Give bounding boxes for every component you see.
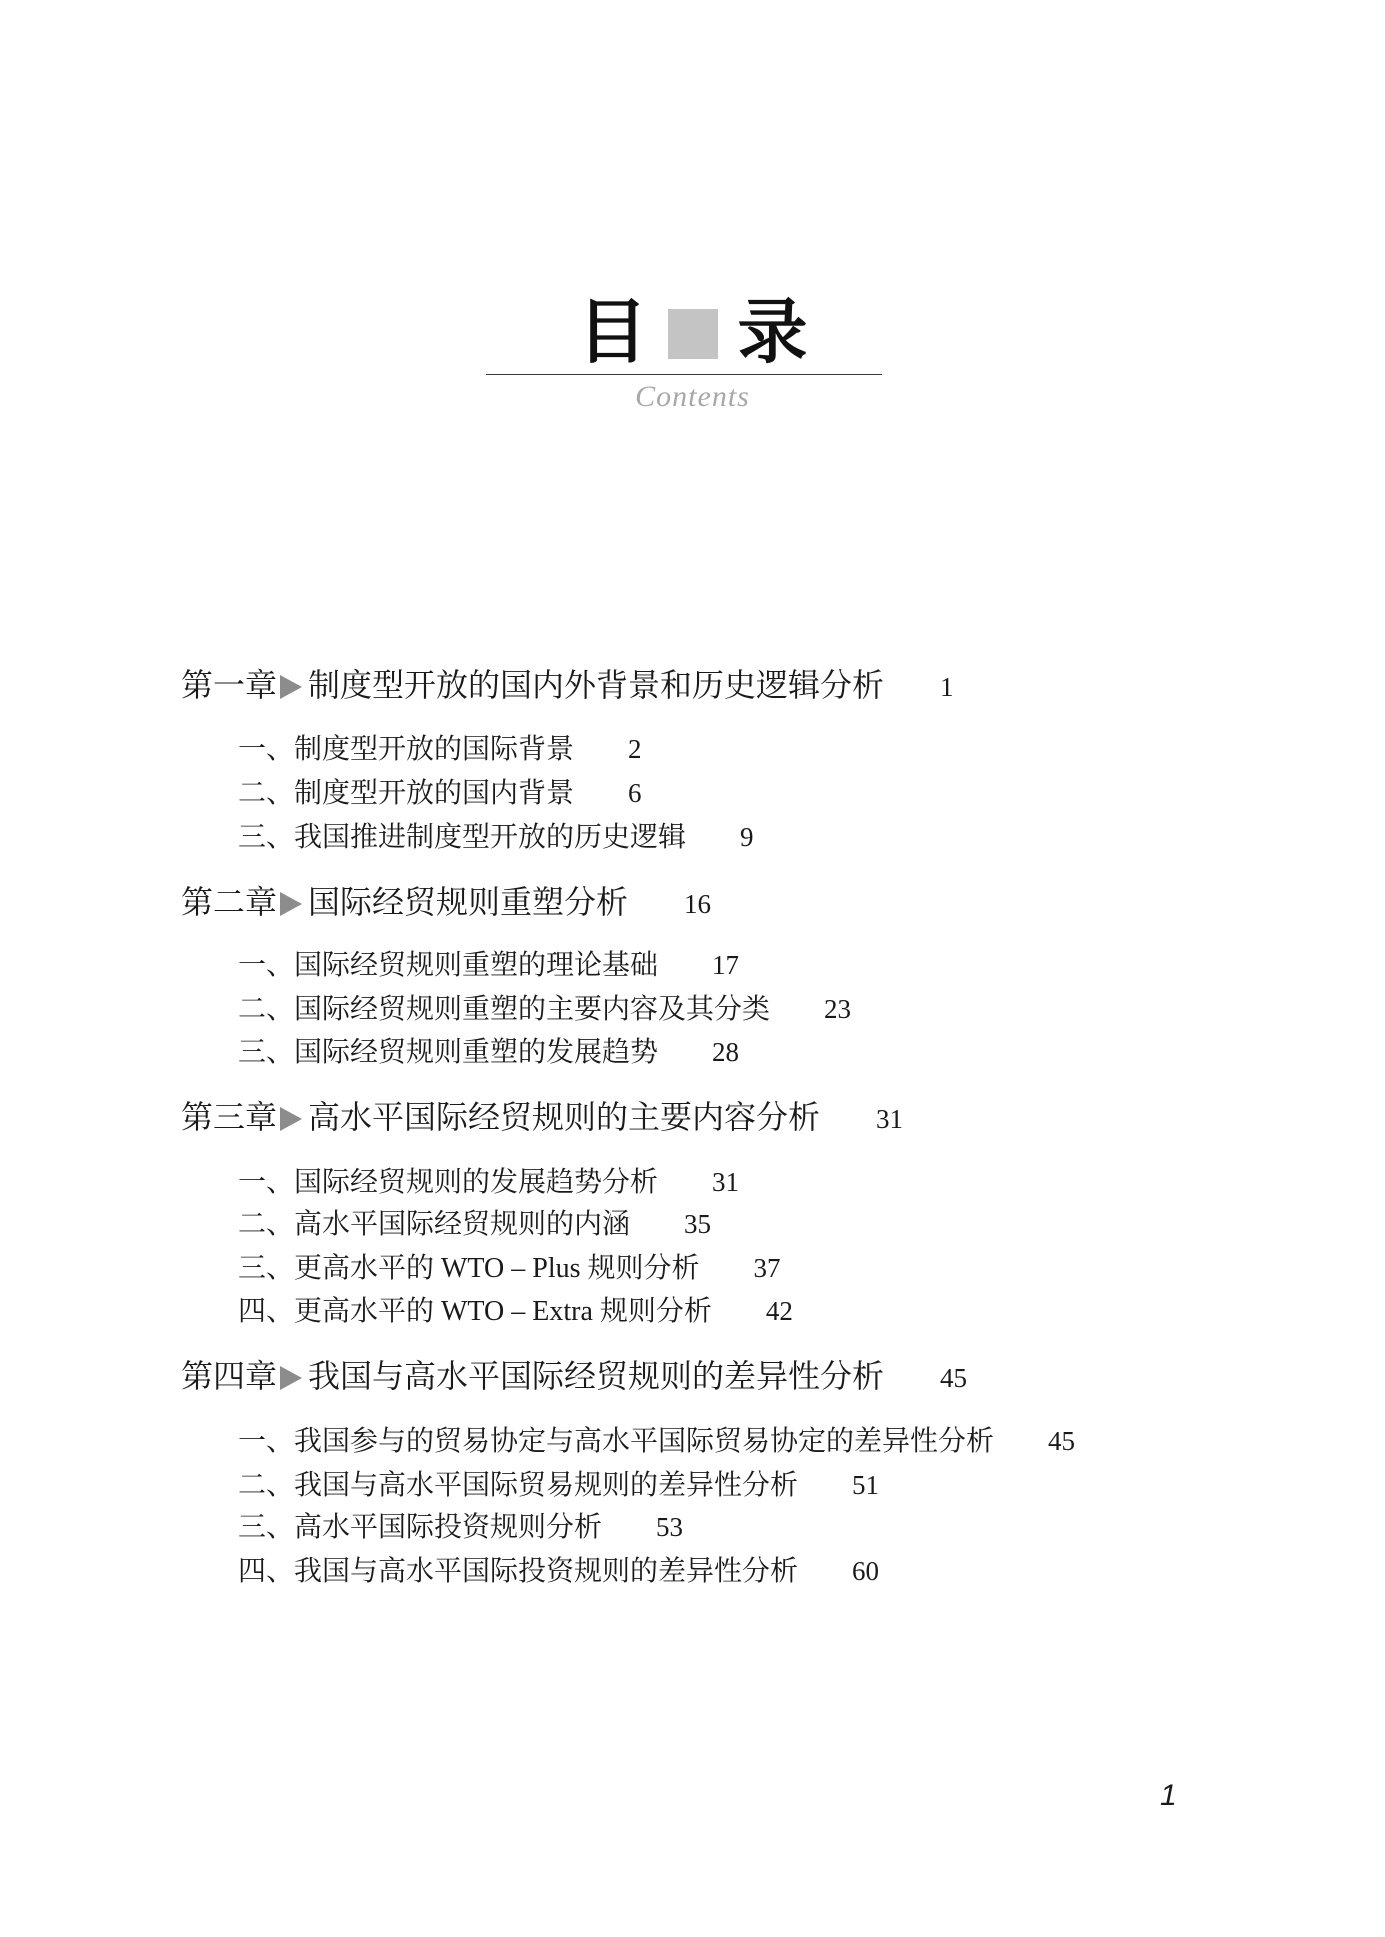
chapter-label: 第二章 — [181, 884, 278, 920]
chapter-label: 第一章 — [181, 667, 278, 703]
section-title: 二、国际经贸规则重塑的主要内容及其分类 — [238, 994, 771, 1025]
toc-section — [238, 992, 851, 1026]
triangle-right-icon — [280, 1107, 302, 1131]
section-page-number: 31 — [712, 1167, 740, 1197]
toc-chapter-1 — [181, 665, 954, 705]
section-page-number: 35 — [684, 1209, 712, 1239]
section-title: 二、制度型开放的国内背景 — [238, 778, 575, 809]
toc-chapter-4 — [181, 1356, 967, 1396]
toc-chapter-3 — [181, 1097, 903, 1137]
section-page-number: 37 — [753, 1253, 781, 1283]
triangle-right-icon — [280, 892, 302, 916]
section-page-number: 51 — [852, 1470, 880, 1500]
toc-section — [238, 948, 739, 982]
chapter-page-number: 16 — [684, 889, 712, 919]
page-title — [0, 292, 1385, 376]
triangle-right-icon — [280, 675, 302, 699]
section-title: 二、我国与高水平国际贸易规则的差异性分析 — [238, 1470, 799, 1501]
section-title: 一、国际经贸规则重塑的理论基础 — [238, 950, 659, 981]
section-page-number: 17 — [712, 950, 740, 980]
title-char-lu: 录 — [737, 295, 808, 372]
chapter-label: 第三章 — [181, 1099, 278, 1135]
section-title: 四、更高水平的 WTO – Extra 规则分析 — [238, 1296, 712, 1327]
section-title: 二、高水平国际经贸规则的内涵 — [238, 1209, 631, 1240]
section-title: 一、我国参与的贸易协定与高水平国际贸易协定的差异性分析 — [238, 1426, 995, 1457]
toc-section — [238, 1424, 1075, 1458]
toc-section — [238, 1251, 781, 1285]
chapter-title: 高水平国际经贸规则的主要内容分析 — [308, 1099, 821, 1135]
toc-section — [238, 1207, 711, 1241]
toc-section — [238, 1294, 793, 1328]
section-title: 四、我国与高水平国际投资规则的差异性分析 — [238, 1556, 799, 1587]
toc-section — [238, 1554, 879, 1588]
chapter-label: 第四章 — [181, 1358, 278, 1394]
section-title: 一、国际经贸规则的发展趋势分析 — [238, 1167, 659, 1198]
triangle-right-icon — [280, 1366, 302, 1390]
title-char-mu: 目 — [577, 295, 648, 372]
chapter-page-number: 45 — [940, 1363, 968, 1393]
section-page-number: 9 — [740, 822, 754, 852]
title-divider — [486, 374, 882, 375]
section-page-number: 28 — [712, 1037, 740, 1067]
section-page-number: 53 — [656, 1512, 684, 1542]
section-page-number: 23 — [824, 994, 852, 1024]
section-page-number: 60 — [852, 1556, 880, 1586]
toc-section — [238, 1468, 879, 1502]
chapter-page-number: 1 — [940, 672, 954, 702]
toc-section — [238, 820, 754, 854]
section-page-number: 45 — [1048, 1426, 1076, 1456]
section-title: 三、更高水平的 WTO – Plus 规则分析 — [238, 1253, 700, 1284]
chapter-title: 制度型开放的国内外背景和历史逻辑分析 — [308, 667, 885, 703]
chapter-title: 国际经贸规则重塑分析 — [308, 884, 629, 920]
toc-section — [238, 1035, 739, 1069]
page-subtitle: Contents — [635, 380, 750, 413]
section-page-number: 42 — [765, 1296, 793, 1326]
section-title: 三、国际经贸规则重塑的发展趋势 — [238, 1037, 659, 1068]
section-title: 三、高水平国际投资规则分析 — [238, 1512, 603, 1543]
section-title: 三、我国推进制度型开放的历史逻辑 — [238, 822, 687, 853]
toc-section — [238, 732, 642, 766]
section-page-number: 2 — [628, 734, 642, 764]
toc-section — [238, 1165, 739, 1199]
title-ornament-square — [668, 309, 718, 359]
toc-chapter-2 — [181, 882, 711, 922]
section-title: 一、制度型开放的国际背景 — [238, 734, 575, 765]
chapter-title: 我国与高水平国际经贸规则的差异性分析 — [308, 1358, 885, 1394]
toc-section — [238, 776, 642, 810]
folio-page-number: 1 — [1160, 1779, 1177, 1812]
section-page-number: 6 — [628, 778, 642, 808]
chapter-page-number: 31 — [876, 1104, 904, 1134]
toc-section — [238, 1510, 683, 1544]
